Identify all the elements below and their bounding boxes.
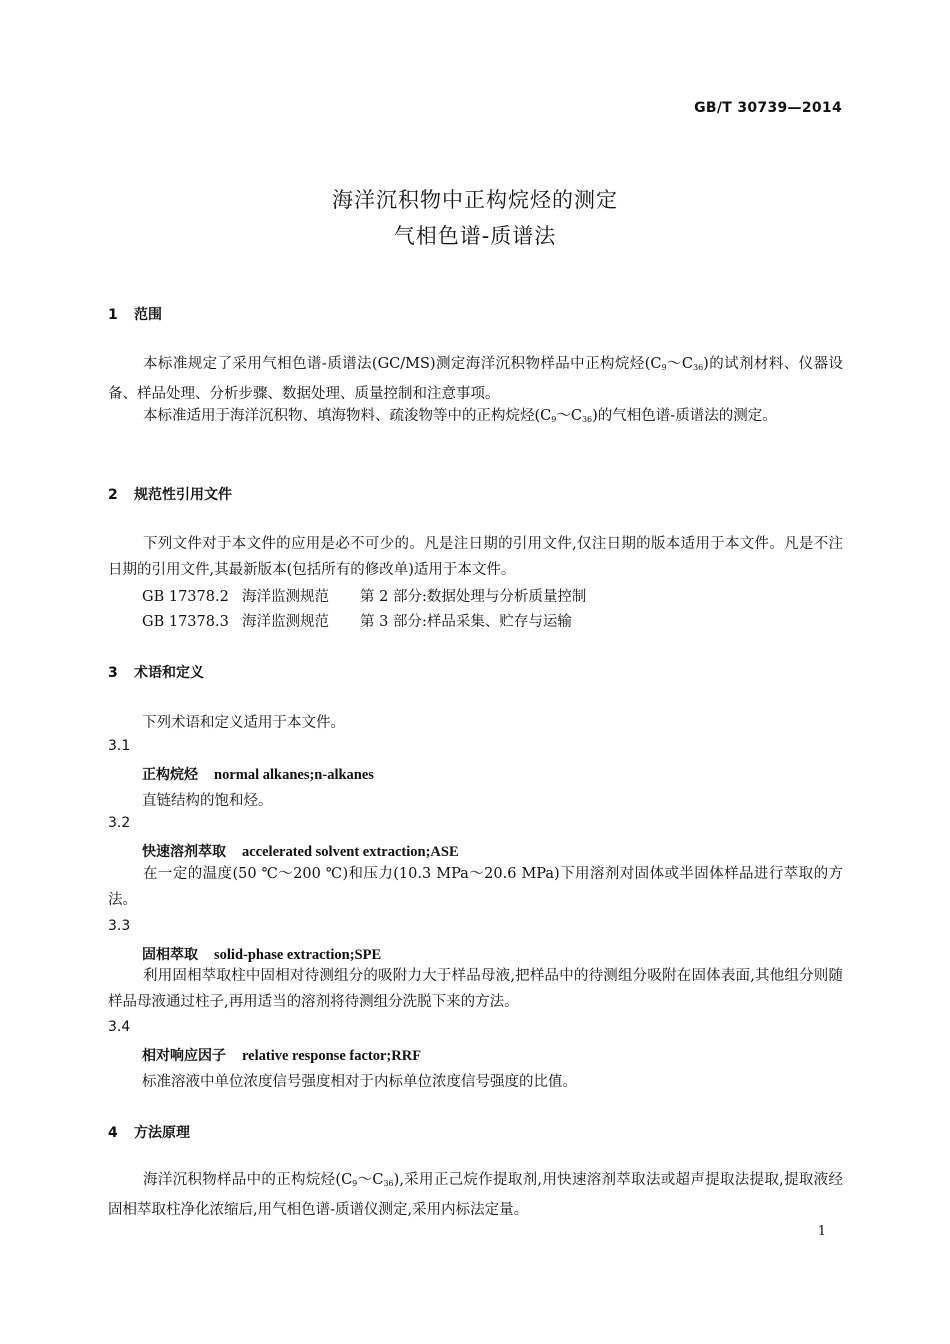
term-definition: 直链结构的饱和烃。: [142, 793, 273, 809]
section-1-paragraph-2: 本标准适用于海洋沉积物、填海物料、疏浚物等中的正构烷烃$(C_9\sim C_{36})$的气相色谱-质谱法的测定。: [143, 408, 777, 424]
section-number: 3: [108, 665, 118, 681]
standard-code: GB/T 30739—2014: [694, 100, 842, 116]
section-1-paragraph-1: 本标准规定了采用气相色谱-质谱法(GC/MS)测定海洋沉积物样品中正构烷烃$(C_9\sim C_{36})$的试剂材料、仪器设备、样品处理、分析步骤、数据处理、质量控制和注意事项。: [108, 356, 844, 402]
term-title: 相对响应因子 relative response factor;RRF: [142, 1048, 422, 1064]
section-title: 术语和定义: [134, 665, 204, 681]
section-2-heading: [108, 484, 232, 504]
section-number: 2: [108, 487, 118, 503]
section-1-heading: [108, 304, 162, 324]
section-4-heading: [108, 1122, 190, 1142]
normative-reference: GB 17378.2 海洋监测规范 第 2 部分:数据处理与分析质量控制: [142, 589, 587, 605]
page-number: 1: [817, 1224, 826, 1239]
document-title-line2: 气相色谱-质谱法: [393, 224, 557, 248]
section-title: 方法原理: [134, 1125, 190, 1141]
term-number: 3.3: [108, 918, 131, 934]
term-title: 正构烷烃 normal alkanes;n-alkanes: [142, 767, 374, 783]
term-definition: 在一定的温度(50 ℃～200 ℃)和压力(10.3 MPa～20.6 MPa)下用溶剂对固体或半固体样品进行萃取的方法。: [108, 866, 843, 908]
section-3-heading: [108, 662, 204, 682]
term-number: 3.4: [108, 1019, 131, 1035]
term-title: 快速溶剂萃取 accelerated solvent extraction;ASE: [142, 844, 459, 860]
term-title: 固相萃取 solid-phase extraction;SPE: [142, 947, 382, 963]
section-title: 范围: [134, 307, 162, 323]
section-number: 4: [108, 1125, 118, 1141]
normative-reference: GB 17378.3 海洋监测规范 第 3 部分:样品采集、贮存与运输: [142, 614, 572, 630]
document-title-line1: 海洋沉积物中正构烷烃的测定: [332, 188, 618, 212]
term-number: 3.2: [108, 815, 131, 831]
section-title: 规范性引用文件: [134, 487, 232, 503]
section-number: 1: [108, 307, 118, 323]
term-number: 3.1: [108, 738, 131, 754]
section-2-paragraph-1: 下列文件对于本文件的应用是必不可少的。凡是注日期的引用文件,仅注日期的版本适用于本文件。凡是不注日期的引用文件,其最新版本(包括所有的修改单)适用于本文件。: [108, 536, 843, 578]
term-definition: 标准溶液中单位浓度信号强度相对于内标单位浓度信号强度的比值。: [142, 1074, 577, 1090]
section-3-intro: 下列术语和定义适用于本文件。: [142, 715, 345, 731]
section-4-paragraph-1: 海洋沉积物样品中的正构烷烃$(C_9\sim C_{36})$,采用正己烷作提取剂,用快速溶剂萃取法或超声提取法提取,提取液经固相萃取柱净化浓缩后,用气相色谱-质谱仪测定,采用内标法定量。: [108, 1172, 843, 1218]
term-definition: 利用固相萃取柱中固相对待测组分的吸附力大于样品母液,把样品中的待测组分吸附在固体表面,其他组分则随样品母液通过柱子,再用适当的溶剂将待测组分洗脱下来的方法。: [108, 968, 843, 1010]
